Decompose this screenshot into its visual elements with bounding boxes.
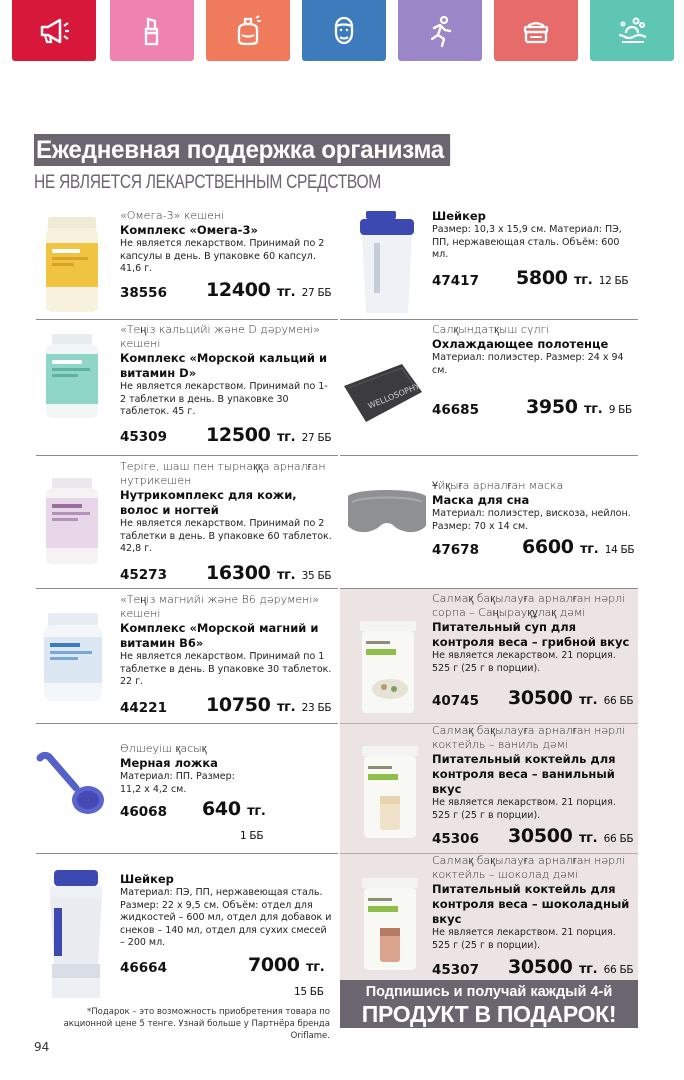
product-code: 46685 xyxy=(432,402,479,418)
product-kz-name: Салмақ бақылауға арналған нәрлі коктейль – ваниль дәмі xyxy=(432,724,626,751)
product-code: 45307 xyxy=(432,962,479,978)
product-description: Не является лекарством. Принимай по 1-2 таблетки в день. В упаковке 30 таблеток. 45 г. xyxy=(120,381,328,417)
section-title: Ежедневная поддержка организма xyxy=(34,134,450,166)
product-description: Материал: ПП. Размер: 11,2 x 4,2 см. xyxy=(120,771,235,795)
woman-run-icon xyxy=(422,13,458,49)
product-vanilla-shake[interactable] xyxy=(340,724,638,853)
product-measuring-spoon[interactable] xyxy=(36,724,338,853)
product-description: Не является лекарством. Принимай по 2 капсулы в день. В упаковке 60 капсул. 41,6 г. xyxy=(120,238,325,274)
subscription-promo-banner[interactable] xyxy=(340,980,638,1028)
product-price: 12400 тг. 27 ББ xyxy=(206,279,332,301)
product-code: 45309 xyxy=(120,429,167,445)
product-image-mask xyxy=(344,482,430,546)
tab-megaphone[interactable] xyxy=(12,0,96,61)
section-subtitle: НЕ ЯВЛЯЕТСЯ ЛЕКАРСТВЕННЫМ СРЕДСТВОМ xyxy=(34,172,381,193)
product-omega3[interactable] xyxy=(36,205,338,319)
product-description: Не является лекарством. 21 порция. 525 г (25 г в порции). xyxy=(432,927,616,951)
product-chocolate-shake[interactable] xyxy=(340,854,638,980)
product-name: Комплекс «Морской магний и витамин B6» xyxy=(120,621,319,650)
product-description: Материал: полиэстер, вискоза, нейлон. Размер: 70 x 14 см. xyxy=(432,508,631,532)
product-name: Питательный коктейль для контроля веса – шоколадный вкус xyxy=(432,882,630,926)
tab-men[interactable] xyxy=(302,0,386,61)
lipstick-icon xyxy=(134,13,170,49)
product-price: 3950 тг. 9 ББ xyxy=(526,396,632,418)
product-name: Питательный коктейль для контроля веса – ванильный вкус xyxy=(432,752,616,796)
product-description: Не является лекарством. 21 порция. 525 г (25 г в порции). xyxy=(432,650,616,674)
product-image-spoon xyxy=(36,750,116,820)
tab-skincare[interactable] xyxy=(494,0,578,61)
product-description: Материал: ПЭ, ПП, нержавеющая сталь. Размер: 22 x 9,5 см. Объём: отдел для жидкостей – 600 мл, отдел для добавок и снеков – 140 мл, отдел для сухих смесей – 200 мл. xyxy=(120,887,332,948)
product-code: 47678 xyxy=(432,542,479,558)
product-shaker-small[interactable] xyxy=(340,205,638,319)
page-number: 94 xyxy=(34,1040,50,1054)
product-name: Охлаждающее полотенце xyxy=(432,337,609,351)
product-weight-soup[interactable] xyxy=(340,589,638,723)
product-kz-name: Салмақ бақылауға арналған нәрлі коктейль – шоколад дәмі xyxy=(432,854,626,881)
product-cooling-towel[interactable] xyxy=(340,320,638,454)
product-kz-name: Салмақ бақылауға арналған нәрлі сорпа – Саңырауқұлақ дәмі xyxy=(432,592,626,619)
product-image-omega3 xyxy=(42,213,102,315)
product-name: Шейкер xyxy=(120,872,174,886)
product-code: 44221 xyxy=(120,700,167,716)
product-price: 30500 тг. 66 ББ xyxy=(508,956,634,978)
product-sleep-mask[interactable] xyxy=(340,456,638,588)
product-image-shaker-large xyxy=(44,868,106,1002)
tab-makeup[interactable] xyxy=(110,0,194,61)
product-description: Материал: полиэстер. Размер: 24 x 94 см. xyxy=(432,352,624,376)
product-name: Шейкер xyxy=(432,209,486,223)
product-name: Нутрикомплекс для кожи, волос и ногтей xyxy=(120,488,297,517)
perfume-icon xyxy=(230,13,266,49)
product-nutricomplex[interactable] xyxy=(36,456,338,588)
bath-icon xyxy=(614,13,650,49)
product-description: Не является лекарством. 21 порция. 525 г (25 г в порции). xyxy=(432,797,616,821)
product-code: 38556 xyxy=(120,285,167,301)
category-tabs xyxy=(0,0,684,62)
product-code: 40745 xyxy=(432,693,479,709)
product-image-soup xyxy=(358,619,418,715)
product-price: 7000 тг. xyxy=(248,954,325,976)
product-image-nutricomplex xyxy=(42,476,102,566)
towel-brand-text: WELLOSOPHY xyxy=(366,381,422,411)
product-code: 46664 xyxy=(120,960,167,976)
product-description: Размер: 10,3 x 15,9 см. Материал: ПЭ, ПП, нержавеющая сталь. Объём: 600 мл. xyxy=(432,224,622,260)
man-face-icon xyxy=(326,13,362,49)
product-kz-name: Салқындатқыш сүлгі xyxy=(432,323,549,336)
product-image-magnesium xyxy=(40,611,106,703)
product-kz-name: «Теңіз кальцийі және D дәрумені» кешені xyxy=(120,323,321,350)
product-price: 12500 тг. 27 ББ xyxy=(206,424,332,446)
product-image-shaker-small xyxy=(356,209,418,317)
promo-line-2: ПРОДУКТ В ПОДАРОК! xyxy=(361,1001,617,1027)
product-name: Питательный суп для контроля веса – грибной вкус xyxy=(432,620,630,649)
product-price: 16300 тг. 35 ББ xyxy=(206,562,332,584)
product-kz-name: Ұйқыға арналған маска xyxy=(432,479,564,492)
tab-bath[interactable] xyxy=(590,0,674,61)
product-kz-name: Өлшеуіш қасық xyxy=(120,742,207,755)
tab-fragrance[interactable] xyxy=(206,0,290,61)
product-image-calcium xyxy=(42,332,102,420)
product-description: Не является лекарством. Принимай по 2 таблетки в день. В упаковке 60 таблеток. 42,8 г. xyxy=(120,518,332,554)
product-price: 6600 тг. 14 ББ xyxy=(522,536,635,558)
product-code: 45273 xyxy=(120,567,167,583)
promo-line-1: Подпишись и получай каждый 4-й xyxy=(365,984,613,1000)
product-magnesium[interactable] xyxy=(36,589,338,723)
product-name: Комплекс «Омега-3» xyxy=(120,223,258,237)
cream-jar-icon xyxy=(518,13,554,49)
product-kz-name: «Омега-3» кешені xyxy=(120,209,225,222)
product-price: 5800 тг. 12 ББ xyxy=(516,267,629,289)
gift-footnote: *Подарок – это возможность приобретения товара по акционной цене 5 тенге. Узнай больше у Партнёра бренда Oriflame. xyxy=(63,1007,330,1041)
product-bb: 1 ББ xyxy=(240,830,264,842)
product-price: 30500 тг. 66 ББ xyxy=(508,825,634,847)
product-shaker-large[interactable] xyxy=(36,854,338,1004)
product-calcium[interactable] xyxy=(36,320,338,454)
product-kz-name: «Теңіз магнийі және B6 дәрумені» кешені xyxy=(120,593,320,620)
product-bb: 15 ББ xyxy=(294,986,324,998)
product-price: 30500 тг. 66 ББ xyxy=(508,687,634,709)
product-code: 45306 xyxy=(432,831,479,847)
tab-wellness[interactable] xyxy=(398,0,482,61)
product-price: 640 тг. xyxy=(202,798,266,820)
product-price: 10750 тг. 23 ББ xyxy=(206,694,332,716)
product-description: Не является лекарством. Принимай по 1 таблетке в день. В упаковке 30 таблеток. 22 г. xyxy=(120,651,332,687)
megaphone-icon xyxy=(36,13,72,49)
product-image-chocolate xyxy=(360,876,420,972)
product-image-towel xyxy=(340,358,426,428)
product-kz-name: Теріге, шаш пен тырнаққа арналған нутрикешен xyxy=(120,460,326,487)
product-name: Маска для сна xyxy=(432,493,530,507)
product-code: 46068 xyxy=(120,804,167,820)
product-name: Мерная ложка xyxy=(120,756,218,770)
product-code: 47417 xyxy=(432,273,479,289)
product-image-vanilla xyxy=(360,744,420,840)
product-name: Комплекс «Морской кальций и витамин D» xyxy=(120,351,328,380)
